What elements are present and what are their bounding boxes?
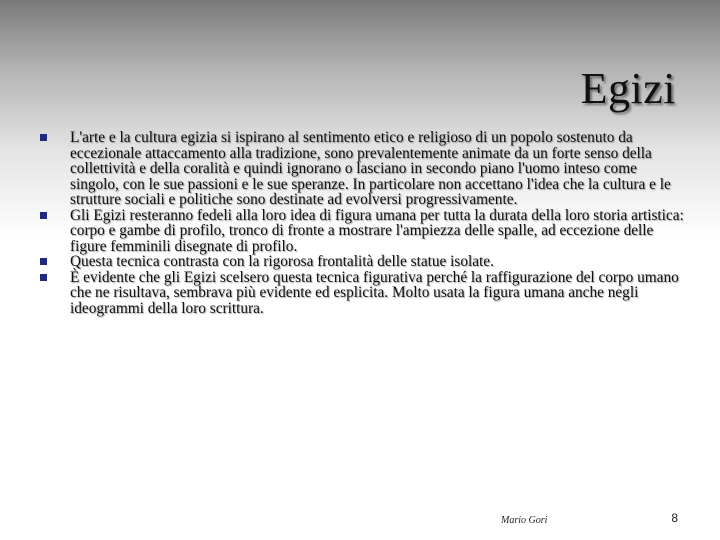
square-bullet-icon — [40, 134, 47, 141]
bullet-list — [38, 130, 684, 316]
bullet-item — [38, 270, 684, 317]
square-bullet-icon — [40, 258, 47, 265]
bullet-text: Questa tecnica contrasta con la rigorosa frontalità delle statue isolate. — [70, 253, 494, 270]
bullet-text: È evidente che gli Egizi scelsero questa tecnica figurativa perché la raffigurazione del corpo umano che ne risultava, sembrava più evidente ed esplicita. Molto usata la figura umana anche negli ideogrammi della loro scrittura. — [70, 268, 679, 317]
footer-author: Mario Gori — [501, 515, 548, 526]
bullet-item — [38, 130, 684, 208]
square-bullet-icon — [40, 274, 47, 281]
bullet-text: L'arte e la cultura egizia si ispirano al sentimento etico e religioso di un popolo sostenuto da eccezionale attaccamento alla tradizione, sono prevalentemente animate da un forte senso della collettività e della coralità e quindi ignorano o lasciano in secondo piano l'uomo inteso come singolo, con le sue passioni e le sue speranze. In particolare non accettano l'idea che la cultura e le strutture sociali e politiche sono destinate ad evolversi progressivamente. — [70, 129, 671, 208]
bullet-text: Gli Egizi resteranno fedeli alla loro idea di figura umana per tutta la durata della loro storia artistica: corpo e gambe di profilo, tronco di fronte a mostrare l'ampiezza delle spalle, ad eccezione delle figure femminili disegnate di profilo. — [70, 206, 684, 255]
bullet-item — [38, 208, 684, 255]
square-bullet-icon — [40, 212, 47, 219]
slide-title: Egizi — [580, 64, 676, 113]
bullet-item — [38, 254, 684, 270]
slide-number: 8 — [671, 511, 678, 525]
